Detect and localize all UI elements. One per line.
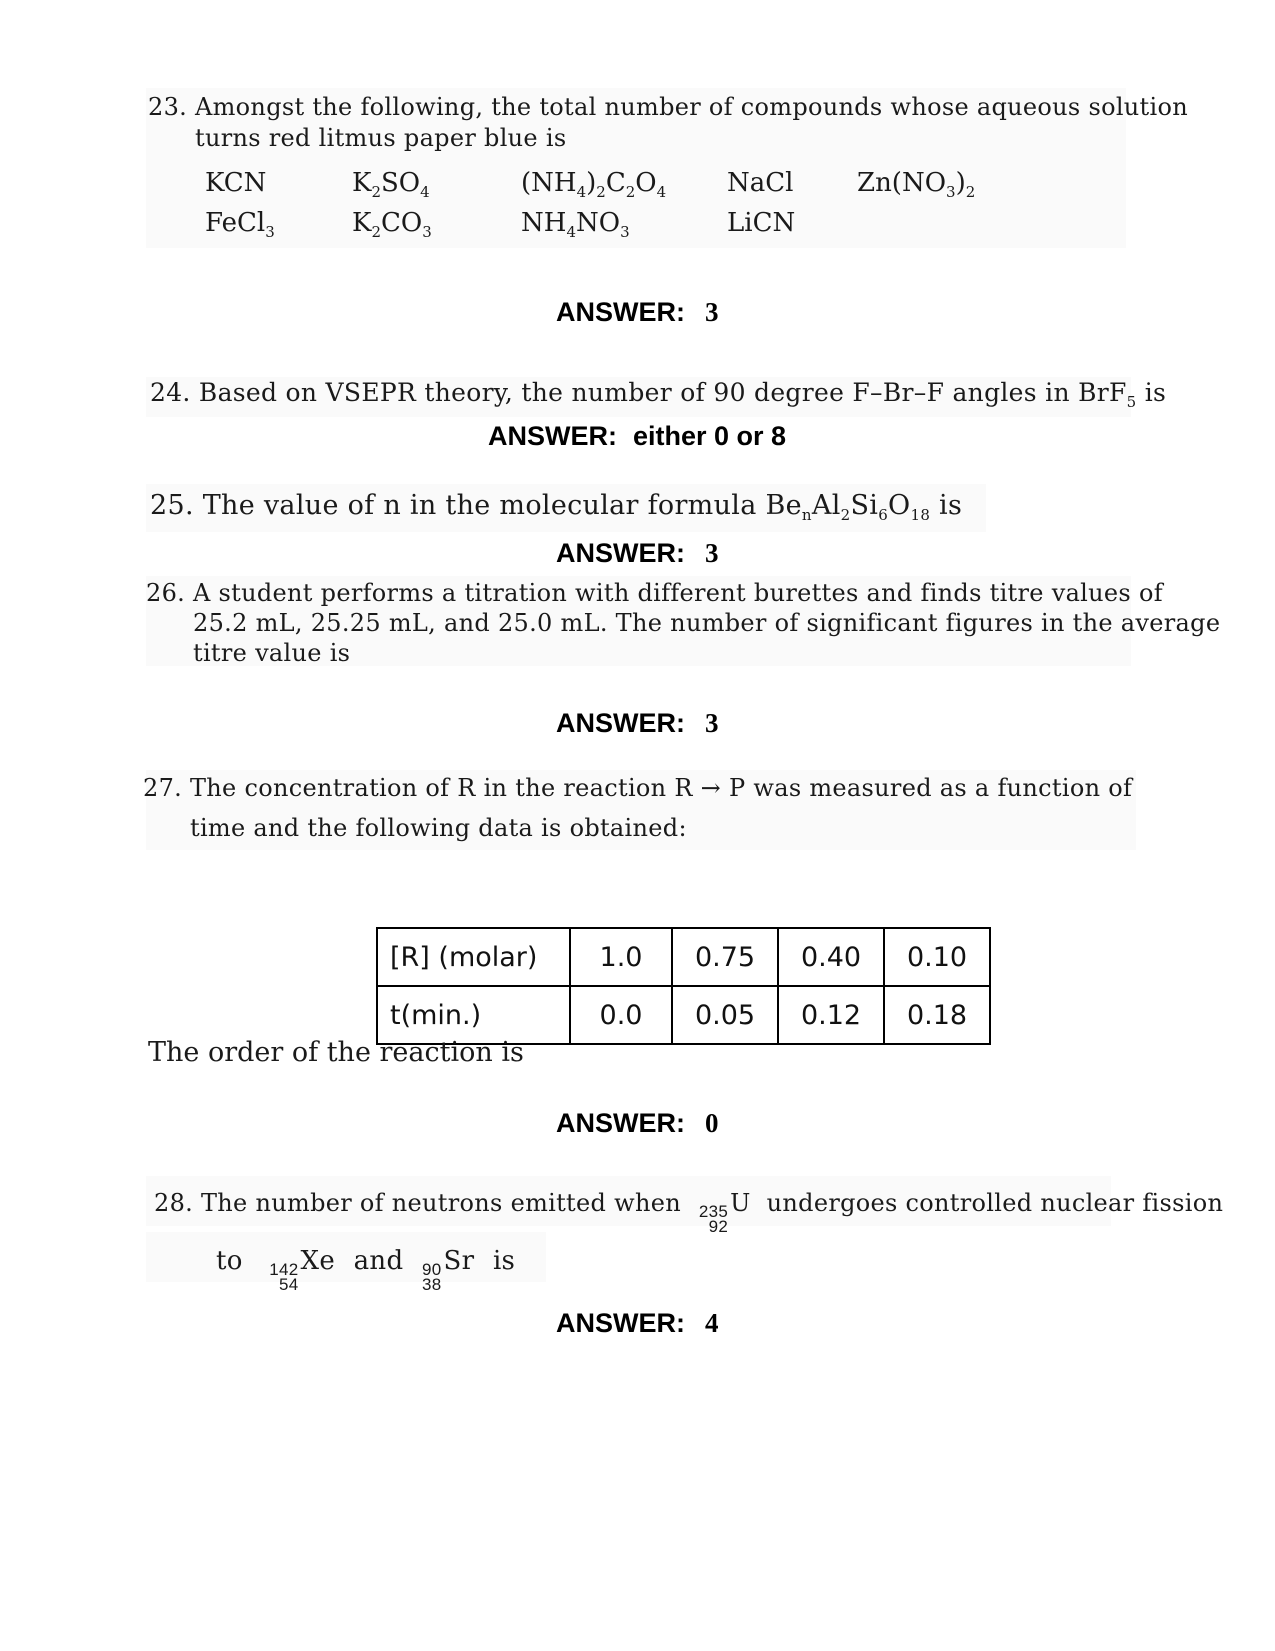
table-row-header: t(min.) [377, 986, 570, 1044]
q27-line1: 27. The concentration of R in the reaction R → P was measured as a function of [143, 774, 1133, 802]
q28-and: and [353, 1246, 404, 1276]
table-cell: 0.10 [884, 928, 990, 986]
answer-label: ANSWER: [556, 297, 685, 327]
xenon-isotope-numbers [269, 1262, 298, 1292]
compound-licn: LiCN [727, 208, 796, 238]
q28-line1 [154, 1189, 1223, 1234]
compound-k2so4: $K_2SO_4$ [352, 168, 430, 201]
q24-sub: 5 [1126, 393, 1137, 411]
strontium-symbol: Sr [443, 1246, 475, 1276]
compound-k2co3: $K_2CO_3$ [352, 208, 432, 241]
strontium-isotope-numbers [422, 1262, 442, 1292]
uranium-isotope-numbers [699, 1204, 728, 1234]
compound-zn-no3-2: $Zn(NO_3)_2$ [857, 168, 976, 201]
uranium-atomic-number: 92 [708, 1217, 729, 1236]
table-cell: 0.18 [884, 986, 990, 1044]
q28-answer [556, 1308, 719, 1339]
q28-to: to [216, 1246, 243, 1276]
answer-label: ANSWER: [556, 538, 685, 568]
q25-text: 25. The value of n in the molecular formula $Be_nAl_2Si_6O_{18}$ is [150, 490, 963, 524]
strontium-atomic-number: 38 [422, 1275, 442, 1294]
q27-answer [556, 1108, 719, 1139]
answer-value: 3 [705, 297, 719, 327]
q24-text-main: 24. Based on VSEPR theory, the number of 90 degree F–Br–F angles in BrF [150, 378, 1127, 407]
answer-value: 4 [705, 1308, 719, 1338]
q28-line2 [216, 1246, 515, 1292]
q23-answer [556, 297, 719, 328]
answer-label: ANSWER: [488, 421, 617, 451]
q24-text [150, 378, 1167, 411]
uranium-mass-number: 235 [698, 1202, 729, 1221]
table-cell: 0.05 [672, 986, 778, 1044]
answer-label: ANSWER: [556, 1108, 685, 1138]
q26-answer [556, 708, 719, 739]
xenon-atomic-number: 54 [279, 1275, 299, 1294]
table-cell: 0.40 [778, 928, 884, 986]
xenon-symbol: Xe [300, 1246, 336, 1276]
q23-line2: turns red litmus paper blue is [195, 124, 567, 152]
q27-line2: time and the following data is obtained: [190, 814, 687, 842]
table-cell: 0.75 [672, 928, 778, 986]
q28-is: is [492, 1246, 516, 1276]
answer-value: 0 [705, 1108, 719, 1138]
uranium-symbol: U [730, 1189, 751, 1217]
table-row [377, 986, 990, 1044]
compound-fecl3: FeCl$_3$ [205, 208, 275, 241]
q25-answer [556, 538, 719, 569]
table-cell: 0.12 [778, 986, 884, 1044]
answer-value: 3 [705, 538, 719, 568]
answer-value: 3 [705, 708, 719, 738]
q25-text-main: 25. The value of n in the molecular formula Be [150, 490, 802, 521]
strontium-mass-number: 90 [422, 1260, 442, 1279]
q26-line2: 25.2 mL, 25.25 mL, and 25.0 mL. The number of significant figures in the average [193, 609, 1221, 637]
q26-line3: titre value is [193, 639, 351, 667]
q24-answer [488, 421, 786, 452]
answer-value: either 0 or 8 [633, 421, 787, 451]
q28-text-end: undergoes controlled nuclear fission [766, 1189, 1224, 1217]
q26-line1: 26. A student performs a titration with different burettes and finds titre values of [146, 579, 1163, 607]
compound-nh4-2-c2o4: $(NH_4)_2C_2O_4$ [521, 168, 667, 201]
table-cell: 0.0 [570, 986, 672, 1044]
table-row [377, 928, 990, 986]
q28-text-main: 28. The number of neutrons emitted when [154, 1189, 681, 1217]
answer-label: ANSWER: [556, 708, 685, 738]
q24-text-end: is [1136, 378, 1167, 407]
q27-order-text: The order of the reaction is [148, 1037, 524, 1068]
q23-line1: 23. Amongst the following, the total number of compounds whose aqueous solution [148, 93, 1188, 121]
answer-label: ANSWER: [556, 1308, 685, 1338]
table-row-header: [R] (molar) [377, 928, 570, 986]
table-cell: 1.0 [570, 928, 672, 986]
xenon-mass-number: 142 [269, 1260, 299, 1279]
compound-nh4no3: $NH_4NO_3$ [521, 208, 630, 241]
compound-kcn: KCN [205, 168, 267, 198]
concentration-time-table [376, 927, 991, 1045]
compound-nacl: NaCl [727, 168, 794, 198]
q25-text-end: is [930, 490, 963, 521]
